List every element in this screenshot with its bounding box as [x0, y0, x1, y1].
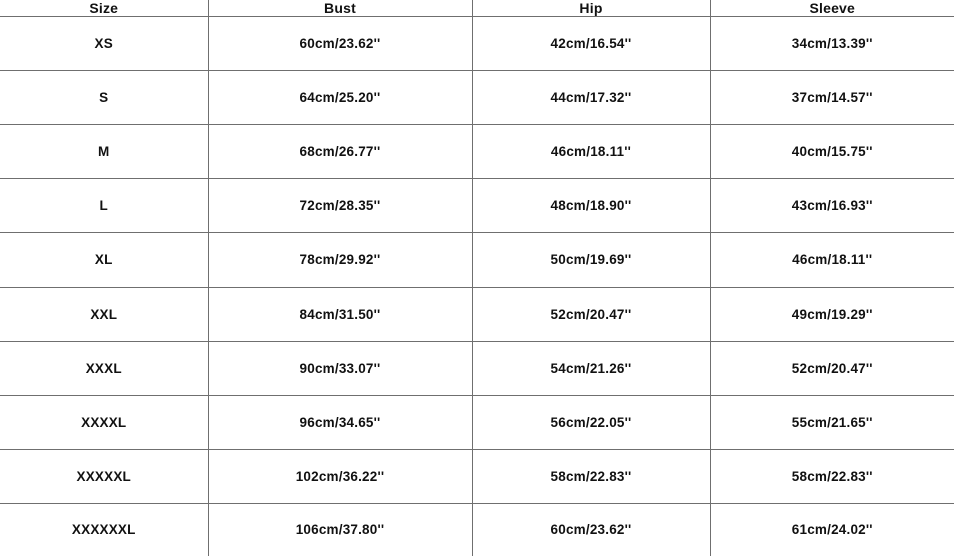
cell-size: XS [0, 17, 208, 71]
cell-bust: 102cm/36.22'' [208, 449, 472, 503]
cell-sleeve: 37cm/14.57'' [710, 71, 954, 125]
table-row [0, 395, 954, 449]
table-row [0, 233, 954, 287]
table-header-row [0, 0, 954, 17]
cell-sleeve: 55cm/21.65'' [710, 395, 954, 449]
cell-bust: 106cm/37.80'' [208, 503, 472, 556]
cell-sleeve: 34cm/13.39'' [710, 17, 954, 71]
table-row [0, 503, 954, 556]
cell-size: XXXL [0, 341, 208, 395]
cell-size: XXXXXXL [0, 503, 208, 556]
cell-bust: 96cm/34.65'' [208, 395, 472, 449]
cell-bust: 60cm/23.62'' [208, 17, 472, 71]
cell-bust: 78cm/29.92'' [208, 233, 472, 287]
column-header-hip: Hip [472, 0, 710, 17]
table-row [0, 341, 954, 395]
cell-size: XXXXXL [0, 449, 208, 503]
cell-hip: 42cm/16.54'' [472, 17, 710, 71]
cell-size: XXL [0, 287, 208, 341]
cell-hip: 50cm/19.69'' [472, 233, 710, 287]
cell-sleeve: 58cm/22.83'' [710, 449, 954, 503]
cell-bust: 72cm/28.35'' [208, 179, 472, 233]
cell-sleeve: 61cm/24.02'' [710, 503, 954, 556]
cell-sleeve: 49cm/19.29'' [710, 287, 954, 341]
cell-hip: 58cm/22.83'' [472, 449, 710, 503]
table-row [0, 17, 954, 71]
cell-hip: 46cm/18.11'' [472, 125, 710, 179]
cell-bust: 64cm/25.20'' [208, 71, 472, 125]
cell-hip: 52cm/20.47'' [472, 287, 710, 341]
column-header-bust: Bust [208, 0, 472, 17]
cell-size: XXXXL [0, 395, 208, 449]
cell-hip: 54cm/21.26'' [472, 341, 710, 395]
cell-bust: 84cm/31.50'' [208, 287, 472, 341]
cell-bust: 90cm/33.07'' [208, 341, 472, 395]
cell-hip: 60cm/23.62'' [472, 503, 710, 556]
cell-size: S [0, 71, 208, 125]
table-row [0, 71, 954, 125]
cell-sleeve: 43cm/16.93'' [710, 179, 954, 233]
table-row [0, 449, 954, 503]
cell-sleeve: 52cm/20.47'' [710, 341, 954, 395]
cell-sleeve: 46cm/18.11'' [710, 233, 954, 287]
cell-hip: 56cm/22.05'' [472, 395, 710, 449]
column-header-size: Size [0, 0, 208, 17]
cell-size: XL [0, 233, 208, 287]
table-header [0, 0, 954, 17]
cell-bust: 68cm/26.77'' [208, 125, 472, 179]
cell-hip: 44cm/17.32'' [472, 71, 710, 125]
cell-hip: 48cm/18.90'' [472, 179, 710, 233]
table-row [0, 179, 954, 233]
cell-size: L [0, 179, 208, 233]
table-row [0, 125, 954, 179]
table-body [0, 17, 954, 556]
cell-sleeve: 40cm/15.75'' [710, 125, 954, 179]
cell-size: M [0, 125, 208, 179]
table-row [0, 287, 954, 341]
column-header-sleeve: Sleeve [710, 0, 954, 17]
